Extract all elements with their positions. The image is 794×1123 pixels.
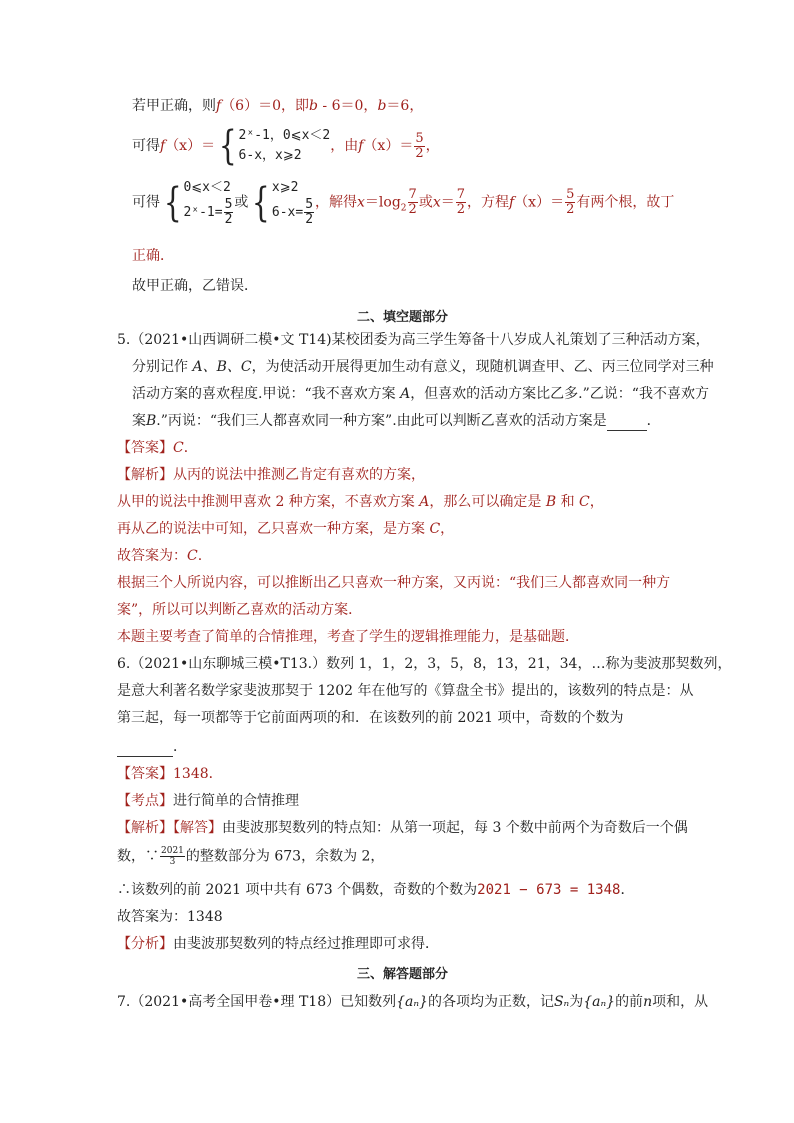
- section-heading: 二、填空题部分: [357, 310, 449, 325]
- text-line: 故甲正确，乙错误．: [132, 278, 258, 294]
- question-line: 是意大利著名数学家斐波那契于 1202 年在他写的《算盘全书》提出的，该数列的特点是：从: [117, 683, 694, 699]
- system-2: x⩾2 6-x= $\frac{5}{2}$: [271, 180, 314, 227]
- question-line: 5.（2021•山西调研二模•文 T14)某校团委为高三学生筹备十八岁成人礼策划了三种活动方案，: [117, 332, 710, 348]
- fraction: $\frac{7}{2}$: [408, 187, 417, 217]
- fraction: $\frac{5}{2}$: [566, 187, 575, 217]
- answer-blank: [607, 414, 647, 431]
- fraction: $\frac{7}{2}$: [456, 187, 465, 217]
- analysis-line: 根据三个人所说内容，可以推断出乙只喜欢一种方案，又丙说：“我们三人都喜欢同一种方: [117, 575, 671, 591]
- question-line: 6.（2021•山东聊城三模•T13.）数列 1，1，2，3，5，8，13，21，34，…称为斐波那契数列，: [117, 656, 732, 672]
- left-brace: {: [252, 179, 271, 226]
- analysis-line: 【分析】由斐波那契数列的特点经过推理即可求得．: [117, 936, 439, 952]
- analysis-line: 【解析】从丙的说法中推测乙肯定有喜欢的方案，: [117, 467, 425, 483]
- fraction: $\frac{5}{2}$: [305, 197, 314, 227]
- question-line: 活动方案的喜欢程度.甲说：“我不喜欢方案 A，但喜欢的活动方案比乙多.”乙说：“我不喜欢方: [132, 386, 709, 402]
- fraction: $\frac{5}{2}$: [224, 197, 233, 227]
- piecewise-line: 可得f（x）＝{ 2ˣ-1，0⩽x＜2 6-x，x⩾2 ，由f（x）＝ $\frac{5}{2}$ ，: [132, 123, 440, 169]
- answer-line: 【答案】1348．: [117, 766, 223, 782]
- question-line: 第三起，每一项都等于它前面两项的和．在该数列的前 2021 项中，奇数的个数为: [117, 710, 624, 726]
- system-1: 0⩽x＜2 2ˣ-1= $\frac{5}{2}$: [183, 180, 233, 227]
- fraction: $\frac{5}{2}$: [415, 130, 424, 161]
- keypoint-line: 【考点】进行简单的合情推理: [117, 793, 299, 809]
- analysis-line: 故答案为：1348: [117, 909, 223, 925]
- analysis-line: 【解析】【解答】由斐波那契数列的特点知：从第一项起，每 3 个数中前两个为奇数后一个偶: [117, 820, 688, 836]
- section-heading: 三、解答题部分: [357, 967, 449, 982]
- answer-blank: [117, 740, 173, 757]
- text-line: 正确．: [132, 248, 174, 264]
- question-line: ．: [117, 737, 187, 757]
- answer-line: 【答案】C．: [117, 440, 198, 456]
- analysis-line: 案”，所以可以判断乙喜欢的活动方案．: [117, 602, 363, 618]
- left-brace: {: [218, 123, 237, 169]
- piecewise-cases: 2ˣ-1，0⩽x＜2 6-x，x⩾2: [238, 128, 331, 163]
- text-line: 若甲正确，则f（6）＝0，即b - 6＝0，b＝6，: [132, 98, 424, 114]
- analysis-line: 从甲的说法中推测甲喜欢 2 种方案，不喜欢方案 A，那么可以确定是 B 和 C，: [117, 494, 604, 510]
- analysis-line: 数，∵ $\frac{2021}{3}$ 的整数部分为 673，余数为 2，: [117, 846, 385, 867]
- analysis-line: 故答案为：C.: [117, 548, 203, 564]
- question-line: 7.（2021•高考全国甲卷•理 T18）已知数列{aₙ}的各项均为正数，记Sₙ为{aₙ}的前n项和，从: [117, 994, 709, 1010]
- analysis-line: ∴该数列的前 2021 项中共有 673 个偶数，奇数的个数为2021 − 673 = 1348．: [117, 882, 635, 898]
- left-brace: {: [163, 179, 182, 226]
- question-line: 分别记作 A、B、C，为使活动开展得更加生动有意义，现随机调查甲、乙、丙三位同学对三种: [132, 359, 714, 375]
- analysis-line: 本题主要考查了简单的合情推理，考查了学生的逻辑推理能力，是基础题．: [117, 629, 579, 645]
- analysis-line: 再从乙的说法中可知，乙只喜欢一种方案，是方案 C，: [117, 521, 455, 537]
- solution-line: 可得{ 0⩽x＜2 2ˣ-1= $\frac{5}{2}$ 或{ x⩾2 6-x= $\frac{5}{2}$ ，解得$x=\log_2$ $\frac{7}{2}$ 或x＝ $\frac{7}{2}$ ，方程f（x）＝ $\frac{5}{2}$ 有两个根，故丁: [132, 179, 675, 227]
- fraction: $\frac{2021}{3}$: [161, 846, 184, 867]
- question-line: 案B.”丙说：“我们三人都喜欢同一种方案”.由此可以判断乙喜欢的活动方案是 ．: [132, 413, 661, 429]
